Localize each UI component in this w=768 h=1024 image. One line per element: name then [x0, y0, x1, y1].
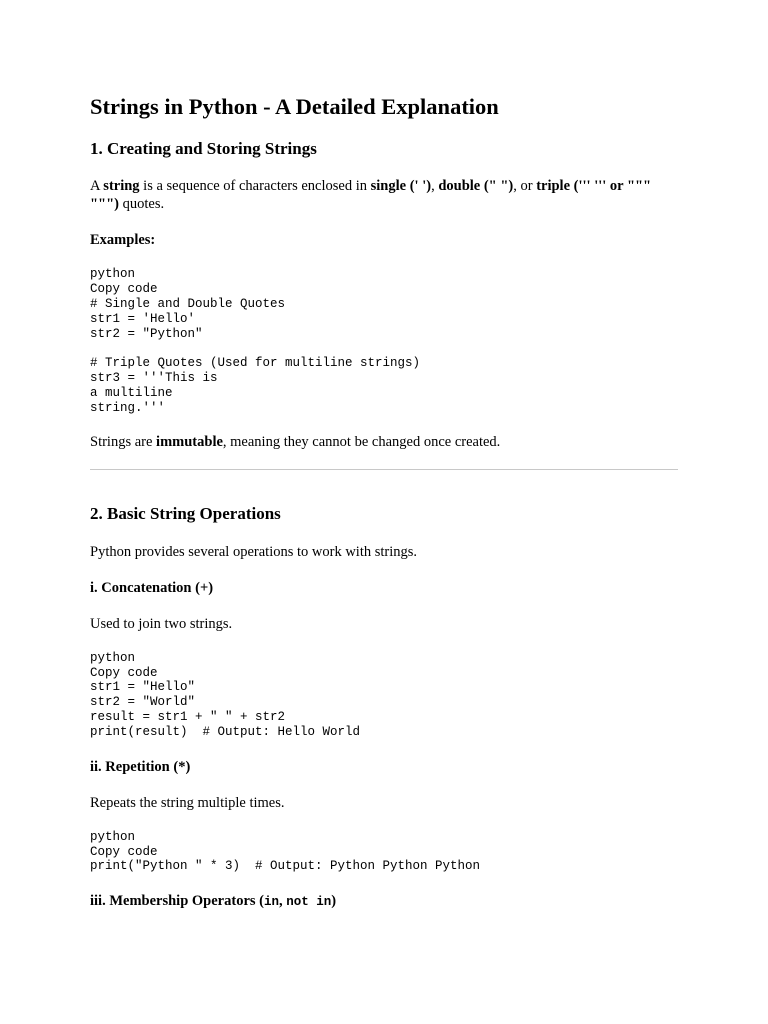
- examples-label: Examples:: [90, 232, 156, 249]
- code-line: print("Python " * 3) # Output: Python Python Python: [90, 859, 481, 874]
- code-line: string.''': [90, 400, 166, 415]
- code-line: str2 = "World": [90, 695, 196, 710]
- immutable-text-b: , meaning they cannot be changed once created.: [222, 434, 501, 451]
- copy-code-link[interactable]: Copy code: [90, 844, 158, 859]
- intro-double-bold: double (" "): [438, 178, 514, 195]
- section-1-intro: [90, 177, 678, 213]
- page-title: Strings in Python - A Detailed Explanation: [90, 94, 499, 119]
- intro-comma-2: , or: [513, 178, 537, 195]
- code-line: print(result) # Output: Hello World: [90, 724, 361, 739]
- intro-text-mid: is a sequence of characters enclosed in: [139, 178, 371, 195]
- intro-single-bold: single (' '): [370, 178, 432, 195]
- intro-comma-1: ,: [431, 178, 439, 195]
- concatenation-heading: i. Concatenation (+): [90, 579, 214, 596]
- code-line: str1 = 'Hello': [90, 311, 196, 326]
- code-block-concatenation: [90, 651, 678, 740]
- membership-comma: ,: [279, 893, 287, 910]
- code-block-creating: [90, 267, 678, 415]
- intro-triple-bold: triple (''' ''' or """ """): [90, 178, 652, 213]
- concatenation-desc: Used to join two strings.: [90, 615, 233, 632]
- intro-text-a: A: [90, 178, 104, 195]
- membership-heading: [90, 892, 678, 911]
- code-line: str3 = '''This is: [90, 370, 218, 385]
- section-1-heading: 1. Creating and Storing Strings: [90, 138, 317, 158]
- code-line: # Single and Double Quotes: [90, 296, 286, 311]
- copy-code-link[interactable]: Copy code: [90, 665, 158, 680]
- code-line: str1 = "Hello": [90, 680, 196, 695]
- code-line: result = str1 + " " + str2: [90, 710, 286, 725]
- copy-code-link[interactable]: Copy code: [90, 282, 158, 297]
- intro-string-bold: string: [103, 178, 140, 195]
- code-line: str2 = "Python": [90, 326, 203, 341]
- code-block-repetition: [90, 830, 678, 874]
- membership-heading-b: ): [331, 893, 337, 910]
- repetition-heading: ii. Repetition (*): [90, 758, 191, 775]
- section-divider: [90, 469, 678, 470]
- intro-end: quotes.: [118, 196, 165, 213]
- code-lang-label: python: [90, 650, 136, 665]
- section-2-heading: 2. Basic String Operations: [90, 504, 281, 524]
- section-2-intro: Python provides several operations to work with strings.: [90, 543, 418, 560]
- code-line: # Triple Quotes (Used for multiline strings): [90, 356, 421, 371]
- membership-code-in: in: [263, 895, 279, 910]
- immutable-bold: immutable: [156, 434, 223, 451]
- membership-heading-a: iii. Membership Operators (: [90, 893, 264, 910]
- code-line: a multiline: [90, 385, 173, 400]
- immutable-text-a: Strings are: [90, 434, 157, 451]
- code-lang-label: python: [90, 267, 136, 282]
- membership-code-not-in: not in: [286, 895, 332, 910]
- code-lang-label: python: [90, 829, 136, 844]
- repetition-desc: Repeats the string multiple times.: [90, 794, 285, 811]
- immutable-note: [90, 433, 678, 451]
